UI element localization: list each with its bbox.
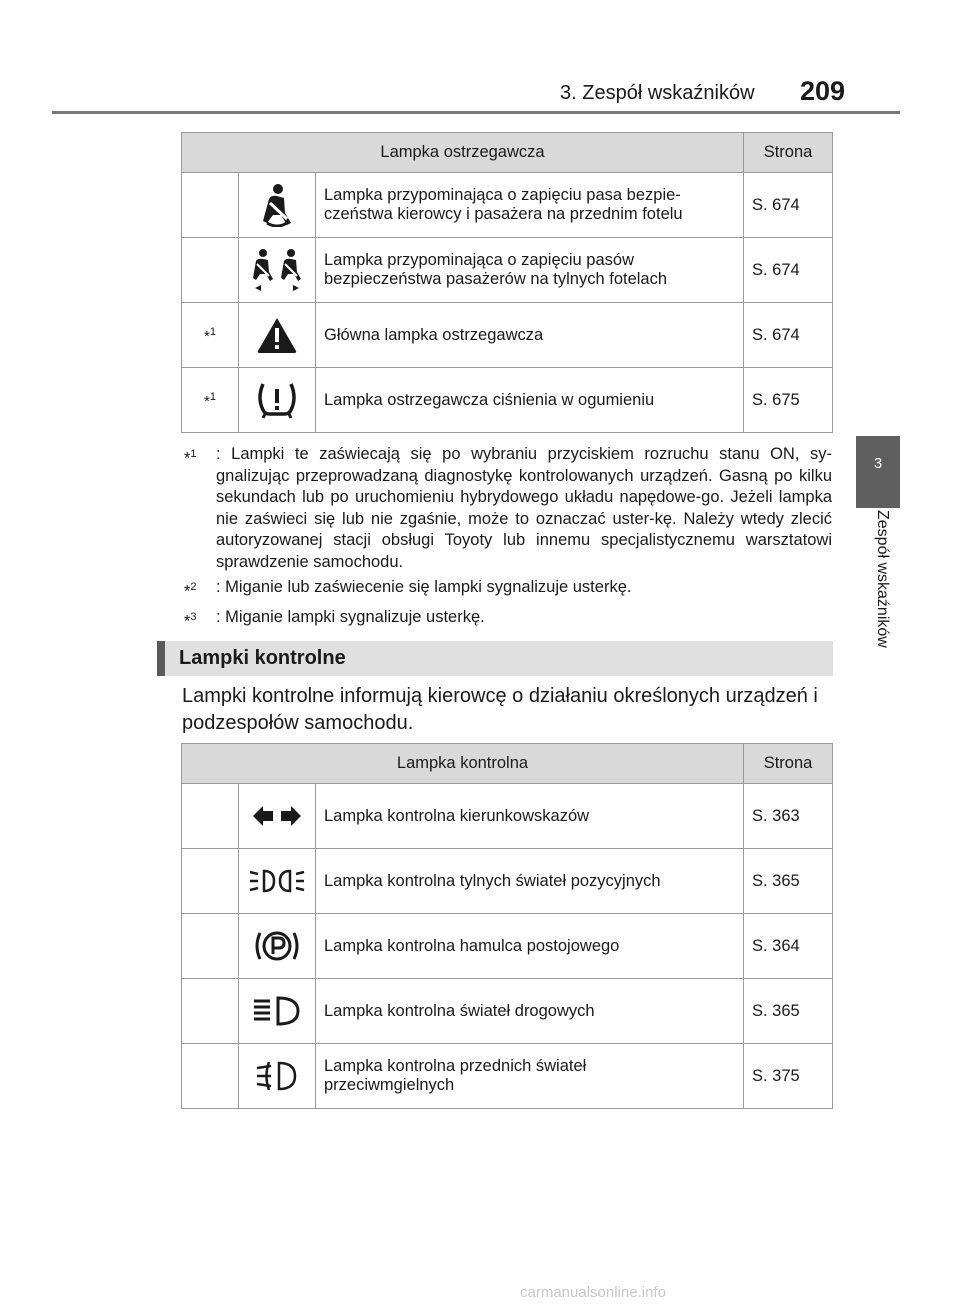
footnote: *$^1$ : Lampki te zaświecają się po wybraniu przyciskiem rozruchu stanu ON, sy-gnalizując przeprowadzaną diagnostykę kontrolowanych urządzeń. Gasną po kilku sekundach lub po uruchomieniu hybrydowego układu napędowe-go. Jeżeli lampka nie zaświeci się lub nie zgaśnie, może to oznaczać uster-kę. Należy wtedy zlecić autoryzowanej stacji obsługi Toyoty lub innemu specjalistycznemu warsztatowi sprawdzenie samochodu. (184, 445, 832, 571)
table-header-row (182, 744, 833, 784)
page-number: 209 (800, 76, 846, 106)
chapter-tab: 3 (856, 436, 900, 508)
row-page: S. 364 (744, 914, 833, 979)
table-row (182, 784, 833, 849)
row-page: S. 674 (744, 173, 833, 238)
table-row (182, 303, 833, 368)
watermark: carmanualsonline.info (520, 1284, 666, 1301)
table-row (182, 238, 833, 303)
row-label: Lampka ostrzegawcza ciśnienia w ogumieniu (316, 368, 744, 433)
chapter-tab-label: Zespół wskaźników (874, 510, 891, 648)
row-label: Główna lampka ostrzegawcza (316, 303, 744, 368)
parking-brake-icon (254, 928, 300, 964)
column-header-page: Strona (744, 133, 833, 173)
row-mark: *$^1$ (182, 303, 239, 368)
table-row (182, 979, 833, 1044)
row-page: S. 365 (744, 849, 833, 914)
running-header: 3. Zespół wskaźników (560, 82, 755, 104)
warning-lights-table (181, 132, 833, 433)
row-label: Lampka przypominająca o zapięciu pasa bezpie- czeństwa kierowcy i pasażera na przednim fotelu (316, 173, 744, 238)
indicator-lights-table (181, 743, 833, 1109)
turn-signal-icon (251, 804, 303, 828)
seatbelt-icon (257, 183, 297, 227)
tire-pressure-icon (255, 380, 299, 420)
header-divider (52, 111, 900, 114)
tail-light-icon (248, 866, 306, 896)
row-mark (182, 173, 239, 238)
footnotes (184, 444, 832, 637)
column-header-light: Lampka ostrzegawcza (182, 133, 744, 173)
row-label: Lampka kontrolna tylnych świateł pozycyjnych (316, 849, 744, 914)
row-page: S. 674 (744, 303, 833, 368)
footnote: *$^2$ : Miganie lub zaświecenie się lampki sygnalizuje usterkę. (184, 578, 632, 601)
table-row (182, 1044, 833, 1109)
row-page: S. 375 (744, 1044, 833, 1109)
table-row (182, 173, 833, 238)
row-mark (182, 238, 239, 303)
table-row (182, 368, 833, 433)
row-label: Lampka kontrolna świateł drogowych (316, 979, 744, 1044)
master-warning-icon (256, 316, 298, 354)
column-header-light: Lampka kontrolna (182, 744, 744, 784)
table-row (182, 849, 833, 914)
row-label: Lampka przypominająca o zapięciu pasów bezpieczeństwa pasażerów na tylnych fotelach (316, 238, 744, 303)
table-row (182, 914, 833, 979)
row-page: S. 674 (744, 238, 833, 303)
row-page: S. 365 (744, 979, 833, 1044)
front-fog-light-icon (255, 1059, 299, 1093)
row-label: Lampka kontrolna hamulca postojowego (316, 914, 744, 979)
row-label: Lampka kontrolna przednich świateł przeciwmgielnych (316, 1044, 744, 1109)
rear-seatbelt-icon (249, 248, 305, 292)
row-page: S. 675 (744, 368, 833, 433)
footnote: *$^3$ : Miganie lampki sygnalizuje usterkę. (184, 608, 485, 631)
section-intro: Lampki kontrolne informują kierowcę o działaniu określonych urządzeń i podzespołów samochodu. (182, 685, 818, 734)
table-header-row (182, 133, 833, 173)
section-heading: Lampki kontrolne (157, 641, 833, 676)
column-header-page: Strona (744, 744, 833, 784)
row-page: S. 363 (744, 784, 833, 849)
row-mark: *$^1$ (182, 368, 239, 433)
high-beam-icon (252, 995, 302, 1027)
row-label: Lampka kontrolna kierunkowskazów (316, 784, 744, 849)
